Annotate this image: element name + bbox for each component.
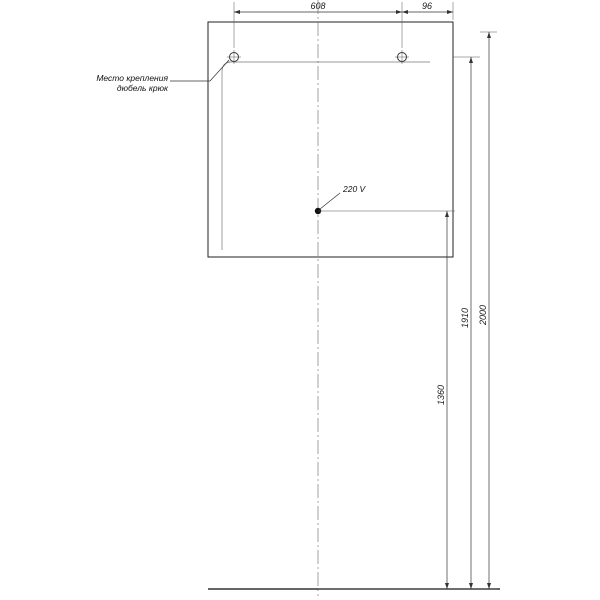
dim-label-1910: 1910: [460, 307, 470, 329]
dim-arrow-608-left: [234, 10, 240, 14]
dim-arrow-96-left: [402, 10, 408, 14]
dim-label-2000: 2000: [478, 304, 488, 326]
dim-arrow-1910-top: [469, 57, 473, 63]
dim-arrow-2000-bottom: [487, 583, 491, 589]
dim-arrow-96-right: [447, 10, 453, 14]
dim-arrow-1910-bottom: [469, 583, 473, 589]
power-label: 220 V: [343, 184, 366, 194]
panel-outline: [208, 22, 453, 257]
mount-note-line2: дюбель крюк: [116, 83, 168, 93]
dim-arrow-2000-top: [487, 32, 491, 38]
dim-label-1360: 1360: [436, 384, 446, 406]
mount-note-line1: Место крепления: [96, 73, 168, 83]
dim-arrow-608-right: [396, 10, 402, 14]
dim-label-96: 96: [421, 1, 433, 11]
dim-label-608: 608: [310, 1, 326, 11]
dim-arrow-1360-bottom: [445, 583, 449, 589]
